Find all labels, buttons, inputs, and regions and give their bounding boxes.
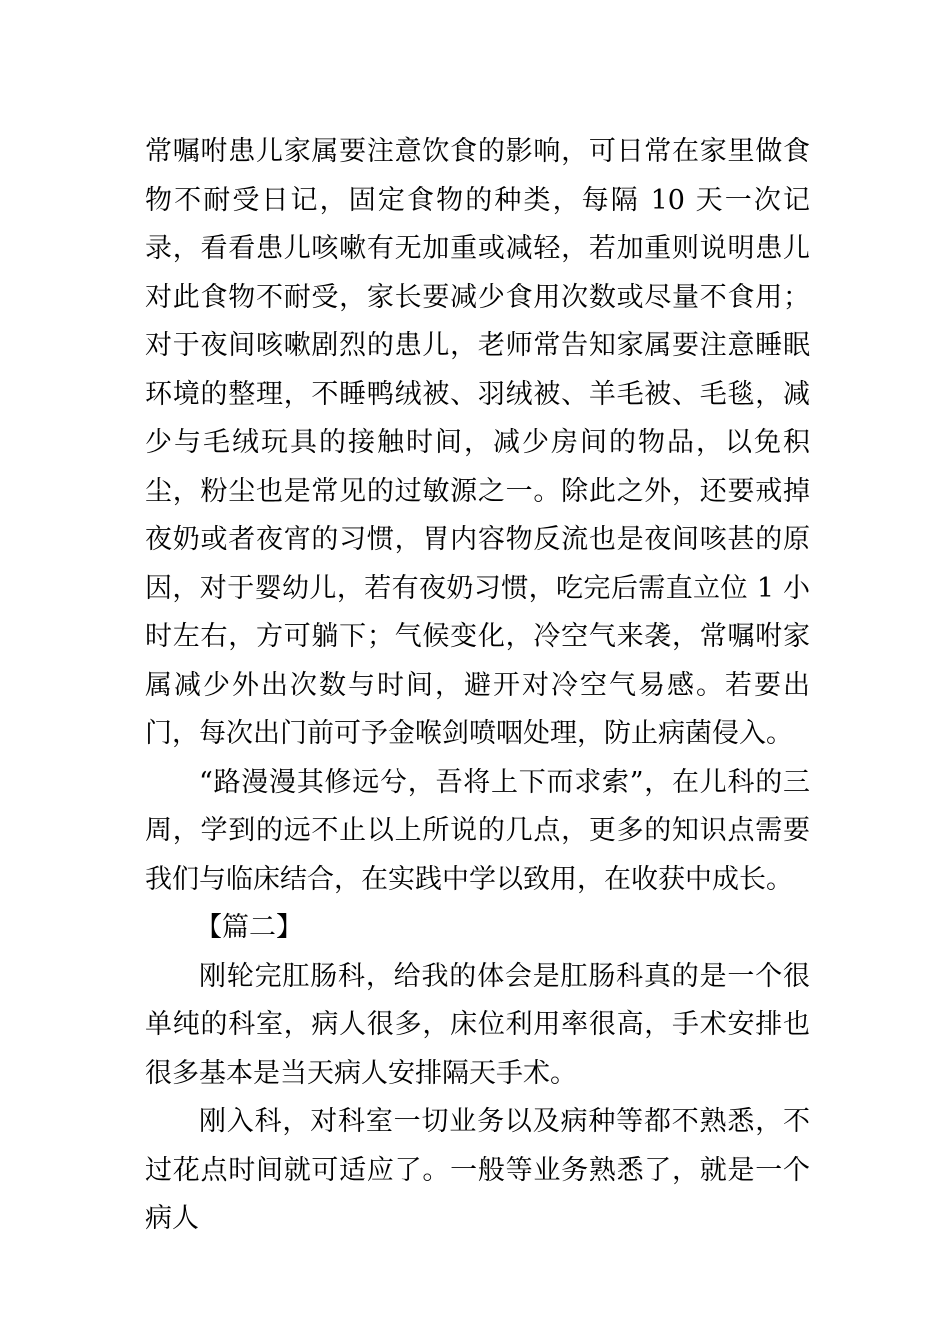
document-page: [145, 128, 810, 1244]
section-heading-part-two: 【篇二】: [195, 912, 303, 943]
paragraph-anorectal-impression: 刚轮完肛肠科，给我的体会是肛肠科真的是一个很单纯的科室，病人很多，床位利用率很高，手术安排也很多基本是当天病人安排隔天手术。: [145, 960, 810, 1089]
paragraph-diet-advice: 常嘱咐患儿家属要注意饮食的影响，可日常在家里做食物不耐受日记，固定食物的种类，每隔 10 天一次记录，看看患儿咳嗽有无加重或减轻，若加重则说明患儿对此食物不耐受，家长要减少食用次数或尽量不食用；对于夜间咳嗽剧烈的患儿，老师常告知家属要注意睡眠环境的整理，不睡鸭绒被、羽绒被、羊毛被、毛毯，减少与毛绒玩具的接触时间，减少房间的物品，以免积尘，粉尘也是常见的过敏源之一。除此之外，还要戒掉夜奶或者夜宵的习惯，胃内容物反流也是夜间咳甚的原因，对于婴幼儿，若有夜奶习惯，吃完后需直立位 1 小时左右，方可躺下；气候变化，冷空气来袭，常嘱咐家属减少外出次数与时间，避开对冷空气易感。若要出门，每次出门前可予金喉剑喷咽处理，防止病菌侵入。: [145, 136, 810, 749]
paragraph-pediatrics-summary: “路漫漫其修远兮，吾将上下而求索”，在儿科的三周，学到的远不止以上所说的几点，更多的知识点需要我们与临床结合，在实践中学以致用，在收获中成长。: [145, 766, 810, 895]
paragraph-first-days: 刚入科，对科室一切业务以及病种等都不熟悉，不过花点时间就可适应了。一般等业务熟悉了，就是一个病人: [145, 1106, 810, 1234]
